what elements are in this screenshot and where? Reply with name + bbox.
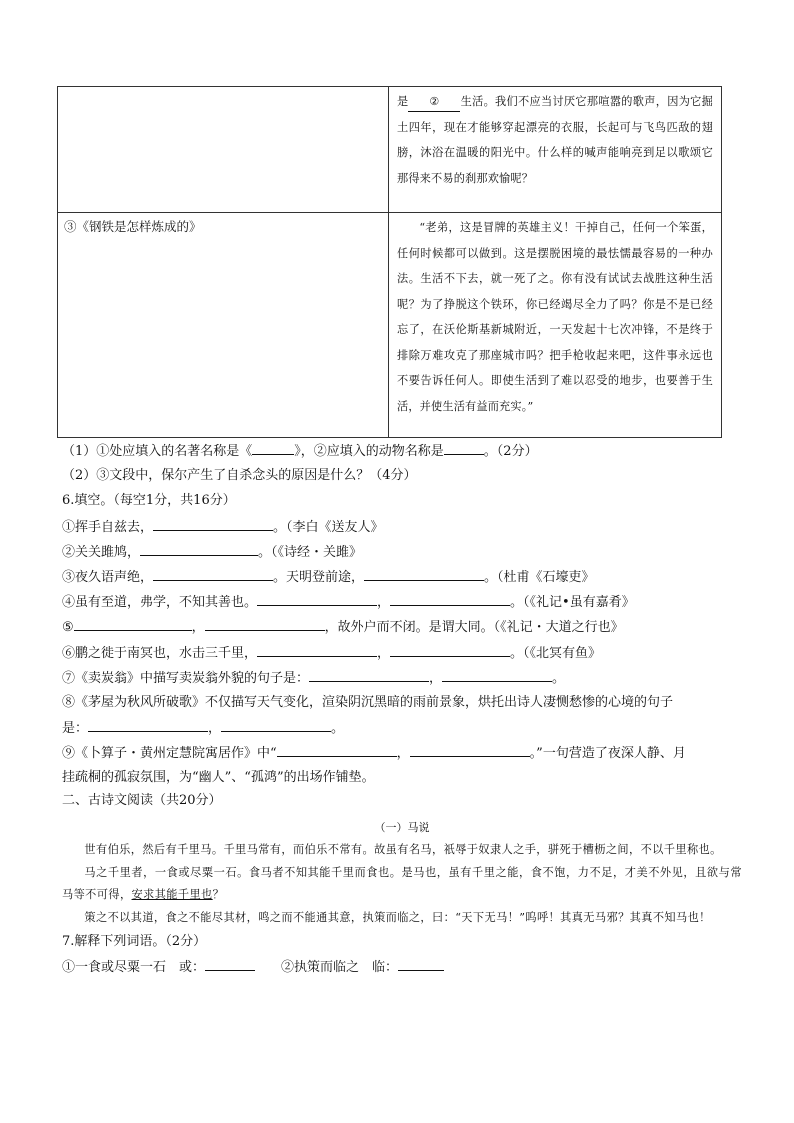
passage-title: （一）马说: [374, 821, 430, 835]
answer-blank[interactable]: [398, 954, 444, 971]
answer-blank[interactable]: [390, 589, 510, 606]
fill-item-8-cont: 是： ， 。: [62, 715, 742, 740]
answer-blank[interactable]: [205, 614, 325, 631]
answer-blank-2[interactable]: ②: [408, 93, 460, 112]
passage-paragraph-3: 策之不以其道，食之不能尽其材，鸣之而不能通其意，执策而临之，曰：“天下无马！”呜呼！其真无马邪？其真不知马也！: [84, 910, 711, 924]
passage-paragraph-2: 马之千里者，一食或尽粟一石。食马者不知其能千里而食也。是马也，虽有千里之能，食不饱，力不足，才美不外见，且欲与常马等不可得，安求其能千里也？: [62, 865, 742, 902]
answer-blank[interactable]: [153, 564, 273, 581]
question-5-1: （1）①处应填入的名著名称是《 》，②应填入的动物名称是 。（2分）: [62, 438, 742, 463]
table-cell-right: [389, 87, 722, 213]
fill-item-5: ⑤ ， ，故外户而不闭。是谓大同。（《礼记・大道之行也》: [62, 614, 742, 639]
answer-blank[interactable]: [410, 740, 530, 757]
passage-paragraph-1: 世有伯乐，然后有千里马。千里马常有，而伯乐不常有。故虽有名马，祇辱于奴隶人之手，骈死于槽枥之间，不以千里称也。: [84, 843, 722, 857]
table-row: [58, 213, 722, 438]
answer-blank[interactable]: [309, 665, 429, 682]
answer-blank[interactable]: [140, 539, 258, 556]
passage-cicada: 是 ② 生活。我们不应当讨厌它那喧嚣的歌声，因为它掘土四年，现在才能够穿起漂亮的衣服，长起可与飞鸟匹敌的翅膀，沐浴在温暖的阳光中。什么样的喊声能响亮到足以歌颂它那得来不易的刹那欢愉呢？: [397, 95, 713, 185]
table-cell-right: [389, 213, 722, 438]
answer-blank[interactable]: [257, 589, 377, 606]
fill-item-1: ①挥手自兹去， 。（李白《送友人》: [62, 514, 742, 539]
book-title-cell: [58, 87, 388, 91]
answer-blank[interactable]: [205, 954, 255, 971]
questions-block: [62, 438, 742, 791]
answer-blank[interactable]: [88, 715, 208, 732]
section-heading: 二、古诗文阅读（共20分）: [62, 793, 222, 808]
answer-blank[interactable]: [221, 715, 331, 732]
question-5-2: （2）③文段中，保尔产生了自杀念头的原因是什么？（4分）: [62, 468, 417, 484]
fill-item-4: ④虽有至道，弗学，不知其善也。 ， 。（《礼记•虽有嘉肴》: [62, 589, 742, 614]
answer-blank[interactable]: [442, 665, 552, 682]
answer-blank[interactable]: [74, 614, 192, 631]
reading-table: [57, 86, 722, 438]
table-row: [58, 87, 722, 213]
answer-blank[interactable]: [277, 740, 397, 757]
fill-item-9: ⑨《卜算子・黄州定慧院寓居作》中“ ， 。”一句营造了夜深人静、月: [62, 740, 742, 765]
answer-blank[interactable]: [153, 514, 273, 531]
classical-reading-section: [62, 788, 742, 980]
question-7-heading: 7.解释下列词语。（2分）: [62, 934, 207, 950]
fill-item-8: ⑧《茅屋为秋风所破歌》不仅描写天气变化，渲染阴沉黑暗的雨前景象，烘托出诗人凄恻愁惨的心境的句子: [62, 694, 674, 710]
answer-blank[interactable]: [364, 564, 484, 581]
fill-item-3: ③夜久语声绝， 。天明登前途， 。（杜甫《石壕吏》: [62, 564, 742, 589]
fill-item-7: ⑦《卖炭翁》中描写卖炭翁外貌的句子是： ， 。: [62, 665, 742, 690]
answer-blank[interactable]: [257, 640, 377, 657]
fill-item-2: ②关关雎鸠， 。（《诗经・关雎》: [62, 539, 742, 564]
question-7-items: ①一食或尽粟一石 或： ②执策而临之 临：: [62, 954, 742, 980]
fill-item-6: ⑥鹏之徙于南冥也，水击三千里， ， 。（《北冥有鱼》: [62, 640, 742, 665]
book-title-cell: ③《钢铁是怎样炼成的》: [64, 219, 202, 234]
table-cell-left: [58, 87, 389, 213]
fill-item-9-cont: 挂疏桐的孤寂氛围，为“幽人”、“孤鸿”的出场作铺垫。: [62, 770, 375, 786]
answer-blank[interactable]: [444, 438, 484, 455]
passage-steel: “老弟，这是冒牌的英雄主义！干掉自己，任何一个笨蛋，任何时候都可以做到。这是摆脱困境的最怯懦最容易的一种办法。生活不下去，就一死了之。你有没有试试去战胜这种生活呢？为了挣脱这个铁环，你已经竭尽全力了吗？你是不是已经忘了，在沃伦斯基新城附近，一天发起十七次冲锋，不是终于排除万难攻克了那座城市吗？把手枪收起来吧，这件事永远也不要告诉任何人。即使生活到了难以忍受的地步，也要善于生活，并使生活有益而充实。”: [397, 221, 713, 413]
question-6-heading: 6.填空。（每空1分，共16分）: [62, 493, 236, 509]
underlined-sentence: 安求其能千里也: [131, 888, 213, 902]
answer-blank[interactable]: [252, 438, 294, 455]
answer-blank[interactable]: [390, 640, 510, 657]
table-cell-left: [58, 213, 389, 438]
